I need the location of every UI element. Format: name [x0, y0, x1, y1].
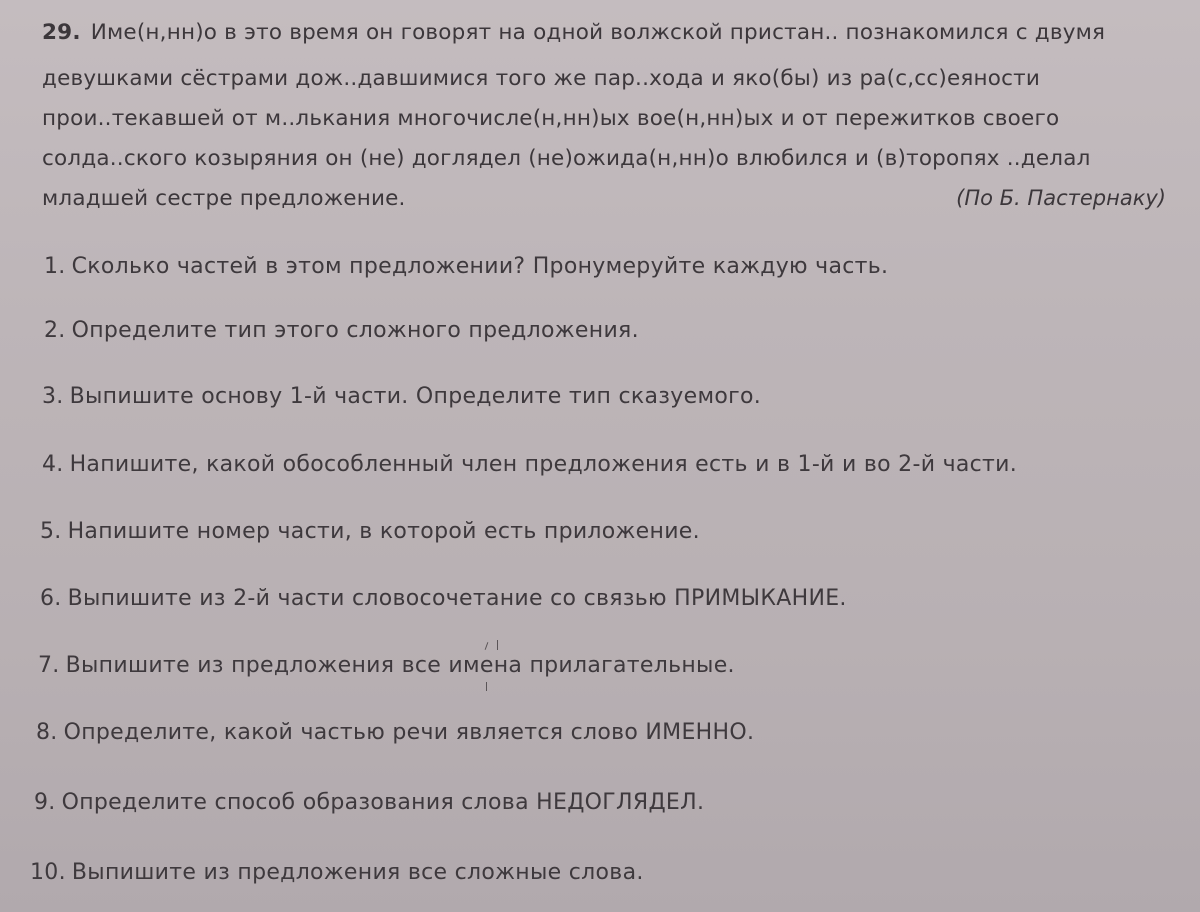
question-number: 10. [30, 860, 66, 885]
question-text: Выпишите из предложения все сложные слова. [71, 860, 644, 885]
task-line-2: девушками сёстрами дож..давшимися того же пар..хода и яко(бы) из ра(с,сс)еяности [42, 66, 1041, 91]
question-item [44, 318, 639, 343]
task-line-5: младшей сестре предложение. [42, 186, 406, 211]
question-number: 6. [40, 586, 62, 611]
task-line-3: прои..текавшей от м..лькания многочисле(н,нн)ых вое(н,нн)ых и от пережитков своего [42, 106, 1060, 131]
pen-mark [486, 682, 487, 691]
task-line-4: солда..ского козыряния он (не) доглядел (не)ожида(н,нн)о влюбился и (в)торопях ..делал [42, 146, 1091, 171]
source-attribution: (По Б. Пастернаку) [956, 186, 1166, 210]
question-item [36, 720, 754, 745]
question-text: Определите, какой частью речи является слово ИМЕННО. [63, 720, 755, 745]
question-number: 1. [44, 254, 66, 279]
question-item [40, 586, 847, 611]
question-item [30, 860, 644, 885]
question-number: 7. [38, 653, 60, 678]
question-item [38, 653, 735, 678]
question-text: Выпишите из 2-й части словосочетание со связью ПРИМЫКАНИЕ. [67, 586, 847, 611]
question-item [42, 452, 1017, 477]
question-text: Выпишите из предложения все имена прилагательные. [65, 653, 735, 678]
question-number: 2. [44, 318, 66, 343]
task-number: 29. [42, 20, 81, 45]
question-text: Сколько частей в этом предложении? Пронумеруйте каждую часть. [71, 254, 889, 279]
task-line-text: Име(н,нн)о в это время он говорят на одной волжской пристан.. познакомился с двумя [90, 20, 1106, 45]
question-text: Напишите номер части, в которой есть приложение. [67, 519, 700, 544]
question-item [42, 384, 761, 409]
question-number: 8. [36, 720, 58, 745]
question-item [34, 790, 704, 815]
question-text: Определите способ образования слова НЕДОГЛЯДЕЛ. [61, 790, 705, 815]
question-text: Определите тип этого сложного предложения. [71, 318, 639, 343]
question-number: 5. [40, 519, 62, 544]
question-number: 3. [42, 384, 64, 409]
question-text: Напишите, какой обособленный член предложения есть и в 1-й и во 2-й части. [69, 452, 1018, 477]
question-item [40, 519, 700, 544]
question-number: 4. [42, 452, 64, 477]
question-number: 9. [34, 790, 56, 815]
question-text: Выпишите основу 1-й части. Определите тип сказуемого. [69, 384, 762, 409]
question-item [44, 254, 888, 279]
pen-mark [497, 640, 498, 650]
